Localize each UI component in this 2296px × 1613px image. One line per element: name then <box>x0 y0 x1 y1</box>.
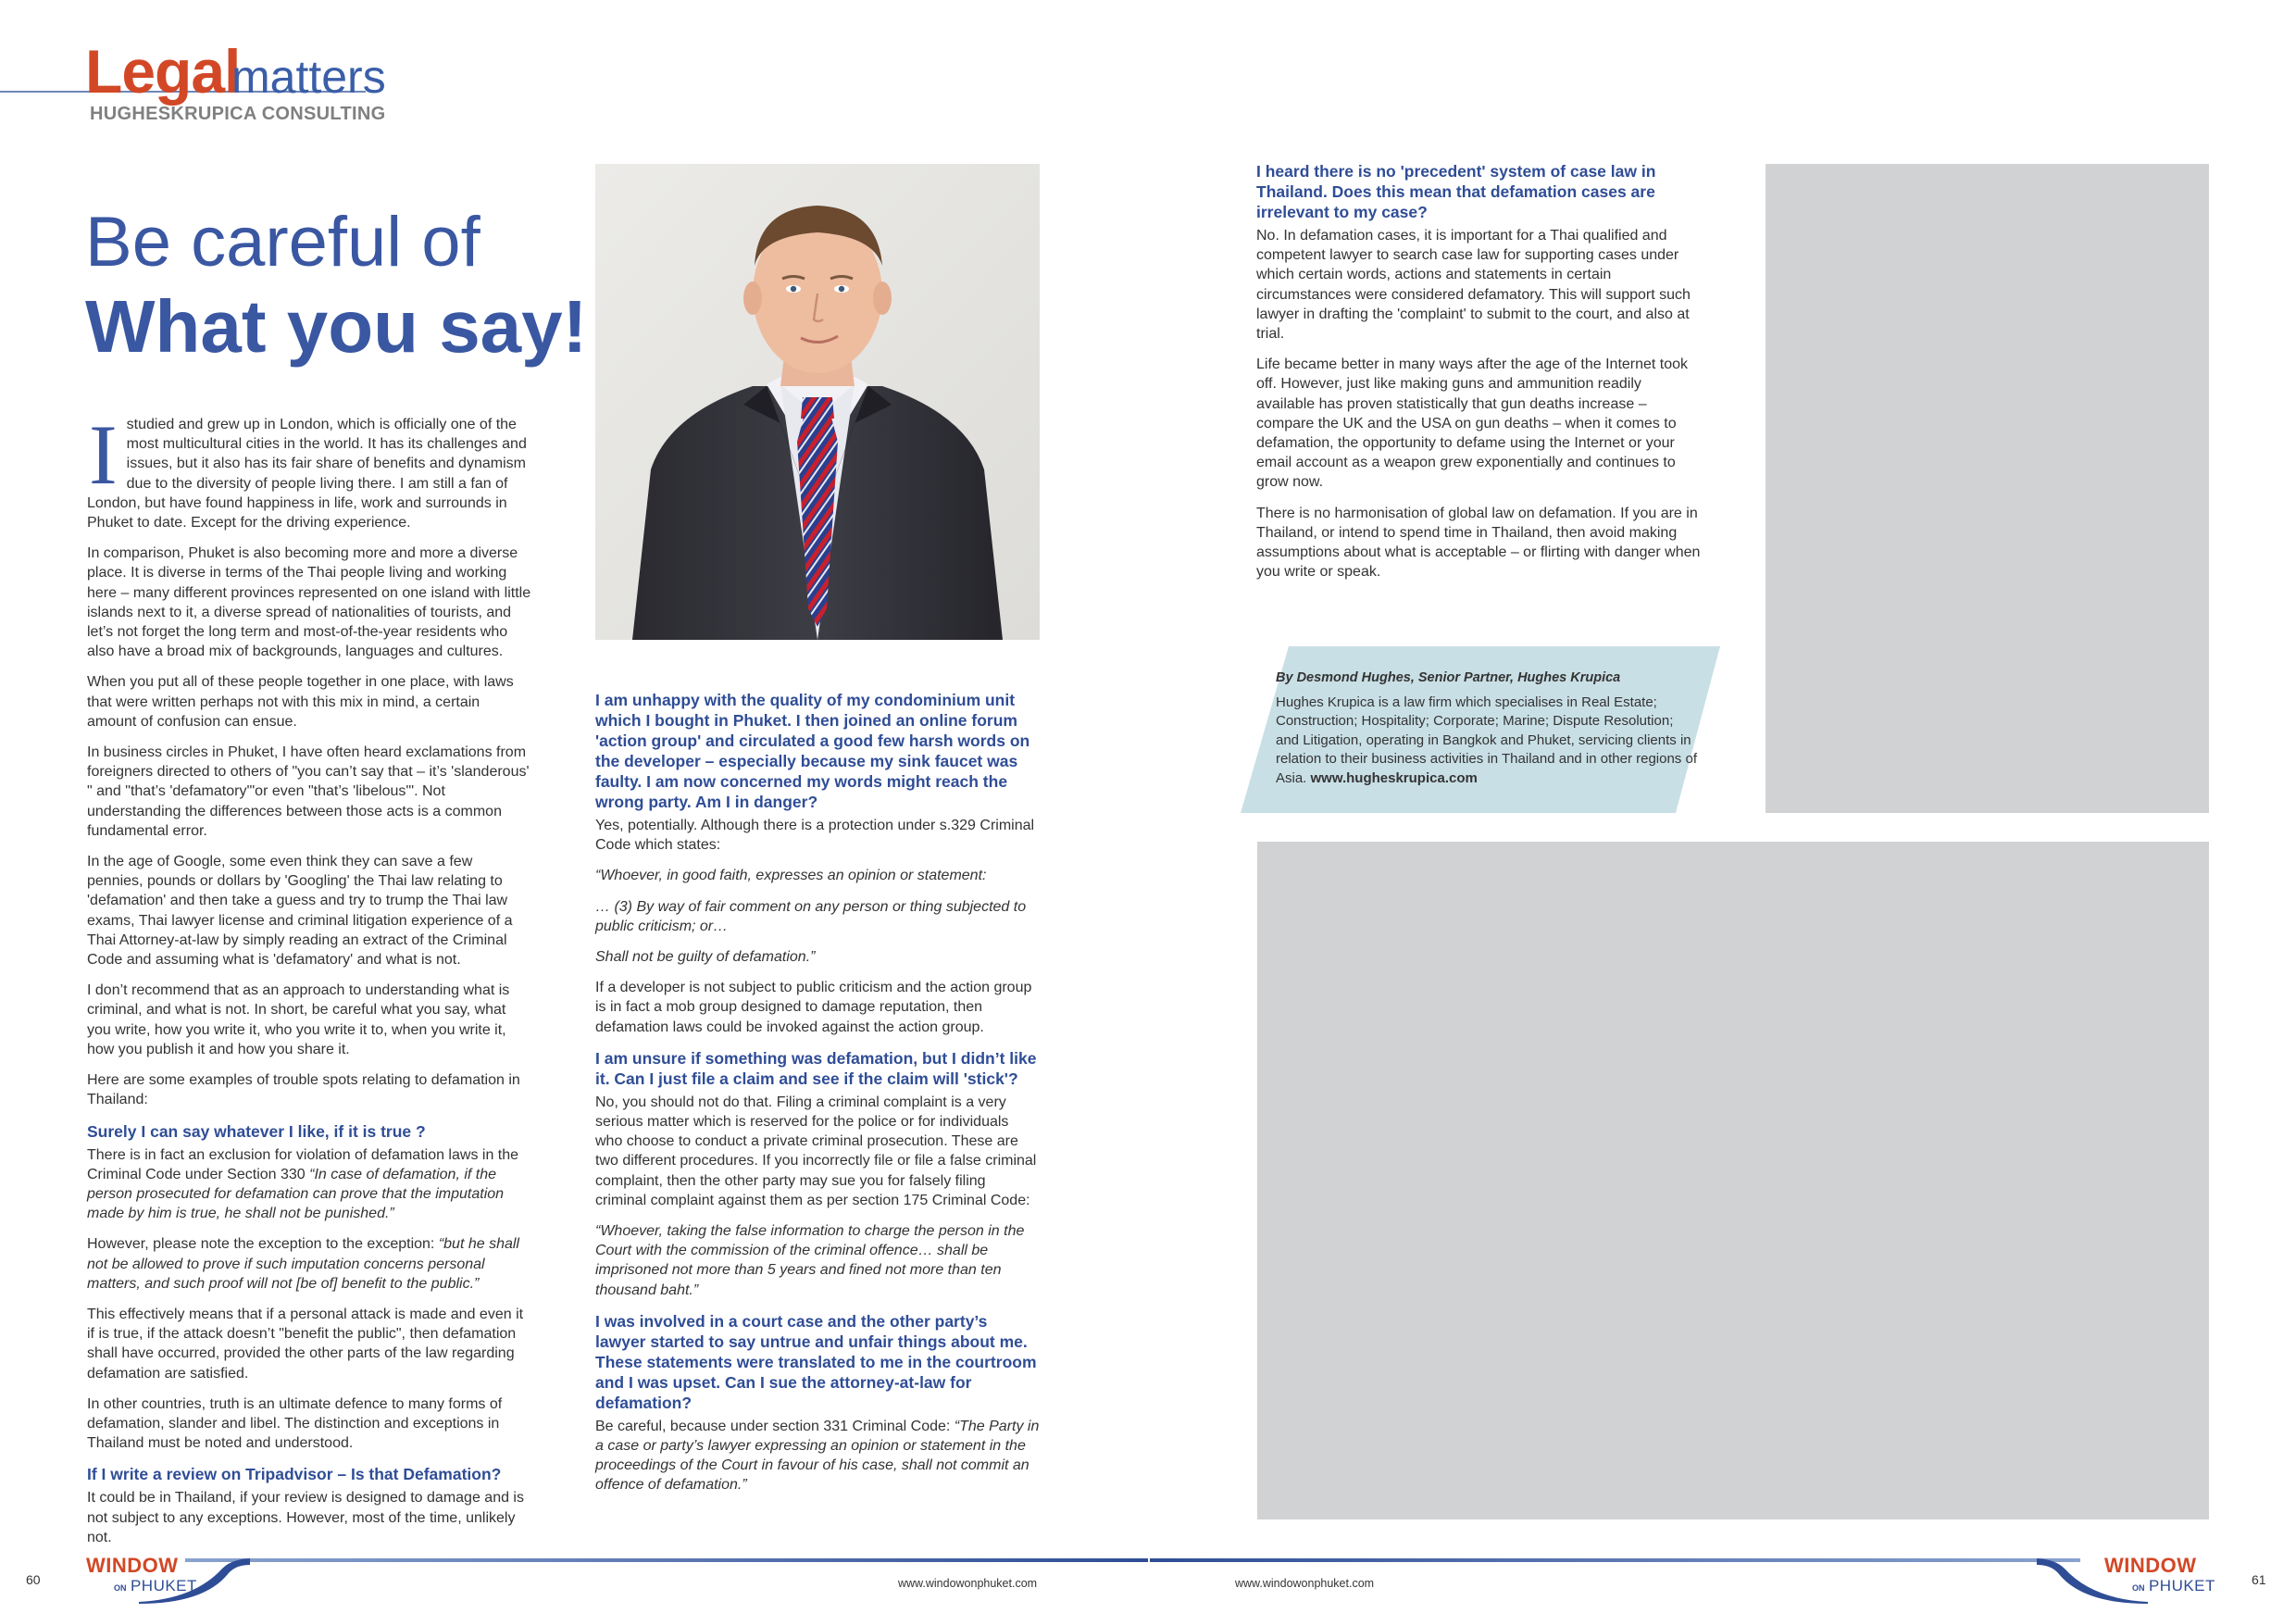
byline-description: Hughes Krupica is a law firm which specialises in Real Estate; Construction; Hospitality; Corporate; Marine; Dispute Resolution; and Litigation, operating in Bangkok and Phuket, servicing clients in relation to their business activities in Thailand and in other regions of Asia. www.hugheskrupica.com <box>1276 694 1697 786</box>
image-placeholder-bottom <box>1257 842 2209 1519</box>
logo-word-window: WINDOW <box>86 1554 179 1577</box>
logo-word-phuket: PHUKET <box>2148 1577 2215 1594</box>
answer-paragraph: There is in fact an exclusion for violation of defamation laws in the Criminal Code under Section 330 “In case of defamation, if the person prosecuted for defamation can prove that the imputation made by him is true, he shall not be punished.” <box>87 1146 519 1222</box>
question-heading: I was involved in a court case and the other party’s lawyer started to say untrue and unfair things about me. These statements were translated to me in the courtroom and I was upset. Can I sue the attorney-at-law for defamation? <box>595 1311 1037 1412</box>
article-title-line1: Be careful of <box>85 203 480 281</box>
question-heading: If I write a review on Tripadvisor – Is that Defamation? <box>87 1465 502 1484</box>
paragraph: If a developer is not subject to public criticism and the action group is in fact a mob group designed to damage reputation, then defamation laws could be invoked against the action group. <box>595 980 1032 1035</box>
quote: “Whoever, in good faith, expresses an opinion or statement: <box>595 868 987 884</box>
answer-paragraph: It could be in Thailand, if your review is designed to damage and is not subject to any exceptions. However, most of the time, unlikely not. <box>87 1490 524 1545</box>
quote: Shall not be guilty of defamation.” <box>595 949 816 966</box>
paragraph: Life became better in many ways after the age of the Internet took off. However, just like making guns and ammunition readily available has proven statistically that gun deaths increase – compare the UK and the USA on gun deaths – when it comes to defamation, the opportunity to defame using the Internet or your email account as a weapon grew exponentially and continues to grow now. <box>1256 356 1689 491</box>
footer-rule-right <box>1150 1558 2080 1562</box>
footer-rule-left <box>185 1558 1148 1562</box>
question-heading: I am unsure if something was defamation, but I didn’t like it. Can I just file a claim and see if the claim will 'stick'? <box>595 1048 1037 1088</box>
section-subtitle: HUGHESKRUPICA CONSULTING <box>90 104 386 124</box>
answer-paragraph: No, you should not do that. Filing a criminal complaint is a very serious matter which is reserved for the police or for individuals who choose to conduct a private criminal prosecution. These are two different procedures. If you incorrectly file or file a false criminal complaint, then the other party may sue you for falsely filing criminal complaint against them as per section 175 Criminal Code: <box>595 1094 1037 1208</box>
quote: … (3) By way of fair comment on any person or thing subjected to public criticism; or… <box>595 898 1027 934</box>
author-portrait-photo <box>595 164 1040 640</box>
paragraph: In business circles in Phuket, I have often heard exclamations from foreigners directed to others of "you can’t say that – it’s 'slanderous' " and "that’s 'defamatory'"or even "that’s 'libelous'". Not understanding the differences between those acts is a common fundamental error. <box>87 744 530 839</box>
paragraph: However, please note the exception to the exception: “but he shall not be allowed to prove if such imputation concerns personal matters, and such proof will not [be of] benefit to the public.” <box>87 1236 519 1292</box>
paragraph: Here are some examples of trouble spots relating to defamation in Thailand: <box>87 1072 520 1108</box>
article-column-2 <box>595 690 1040 1507</box>
logo-word-window: WINDOW <box>2104 1554 2197 1577</box>
paragraph: There is no harmonisation of global law on defamation. If you are in Thailand, or intend to spend time in Thailand, then avoid making assumptions about what is acceptable – or flirting with danger when you write or speak. <box>1256 505 1701 581</box>
footer-url-left[interactable]: www.windowonphuket.com <box>898 1577 1038 1590</box>
paragraph: I don’t recommend that as an approach to understanding what is criminal, and what is not. In short, be careful what you say, what you write, how you write it, who you write it to, when you write it, how you publish it and how you share it. <box>87 982 510 1057</box>
author-byline-box <box>1241 646 1722 813</box>
image-placeholder-top <box>1766 164 2209 813</box>
logo-word-on: ON <box>2132 1583 2145 1593</box>
paragraph: In other countries, truth is an ultimate defence to many forms of defamation, slander and libel. The distinction and exceptions in Thailand must be noted and understood. <box>87 1395 503 1452</box>
question-heading: Surely I can say whatever I like, if it is true ? <box>87 1121 426 1141</box>
question-heading: I am unhappy with the quality of my condominium unit which I bought in Phuket. I then joined an online forum 'action group' and circulated a good few harsh words on the developer – especially because my sink faucet was faulty. I am now concerned my words might reach the wrong party. Am I in danger? <box>595 691 1030 811</box>
byline-author: By Desmond Hughes, Senior Partner, Hughes Krupica <box>1276 670 1621 685</box>
footer-logo-left <box>86 1556 197 1595</box>
paragraph: In comparison, Phuket is also becoming more and more a diverse place. It is diverse in terms of the Thai people living and working here – many different provinces represented on one island with little islands next to it, a diverse spread of nationalities of tourists, and let’s not forget the long term and most-of-the-year residents who also have a broad mix of backgrounds, languages and cultures. <box>87 545 531 660</box>
answer-paragraph: No. In defamation cases, it is important for a Thai qualified and competent lawyer to search case law for supporting cases under which certain words, actions and statements in certain circumstances were considered defamatory. This will support such lawyer in drafting the 'complaint' to submit to the court, and also at trial. <box>1256 228 1691 343</box>
drop-cap: I <box>89 407 118 502</box>
logo-word-on: ON <box>114 1583 127 1593</box>
footer-url-right[interactable]: www.windowonphuket.com <box>1235 1577 1375 1590</box>
byline-website-link[interactable]: www.hugheskrupica.com <box>1310 769 1478 786</box>
article-title-line2: What you say! <box>85 285 588 368</box>
intro-paragraph: Istudied and grew up in London, which is officially one of the most multicultural cities in the world. It has its challenges and issues, but it also has its fair share of benefits and dynamism due to the diversity of people living there. I am still a fan of London, but have found happiness in life, work and surrounds in Phuket to date. Except for the driving experience. <box>87 407 527 531</box>
logo-word-phuket: PHUKET <box>130 1577 197 1594</box>
answer-paragraph: Yes, potentially. Although there is a protection under s.329 Criminal Code which states: <box>595 818 1035 854</box>
answer-paragraph: Be careful, because under section 331 Criminal Code: “The Party in a case or party’s lawyer expressing an opinion or statement in the proceedings of the Court in favour of his case, shall not commit an offence of defamation.” <box>595 1418 1040 1494</box>
paragraph: When you put all of these people together in one place, with laws that were written perhaps not with this mix in mind, a certain amount of confusion can ensue. <box>87 674 514 730</box>
section-title-matters: matters <box>231 51 386 103</box>
paragraph: This effectively means that if a personal attack is made and even it if is true, if the attack doesn’t "benefit the public", then defamation shall have occurred, provided the other parts of the law regarding defamation are satisfied. <box>87 1306 524 1382</box>
portrait-illustration <box>595 164 1040 640</box>
byline-text <box>1276 669 1697 788</box>
question-heading: I heard there is no 'precedent' system of case law in Thailand. Does this mean that defamation cases are irrelevant to my case? <box>1256 162 1656 221</box>
page-number-right: 61 <box>2252 1572 2266 1587</box>
page-number-left: 60 <box>26 1572 41 1587</box>
footer-logo-right <box>2104 1556 2215 1595</box>
article-column-1 <box>87 407 531 1558</box>
paragraph: In the age of Google, some even think they can save a few pennies, pounds or dollars by 'Googling' the Thai law relating to 'defamation' and then take a guess and try to trump the Thai law exams, Thai lawyer license and criminal litigation experience of a Thai Attorney-at-law by simply reading an extract of the Criminal Code and assuming what is 'defamatory' and what is not. <box>87 854 513 969</box>
quote: “Whoever, taking the false information to charge the person in the Court with the commission of the criminal offence… shall be imprisoned not more than 5 years and fined not more than ten thousand baht.” <box>595 1223 1025 1298</box>
section-title-legal: Legal <box>85 37 241 106</box>
article-column-3 <box>1256 161 1703 593</box>
